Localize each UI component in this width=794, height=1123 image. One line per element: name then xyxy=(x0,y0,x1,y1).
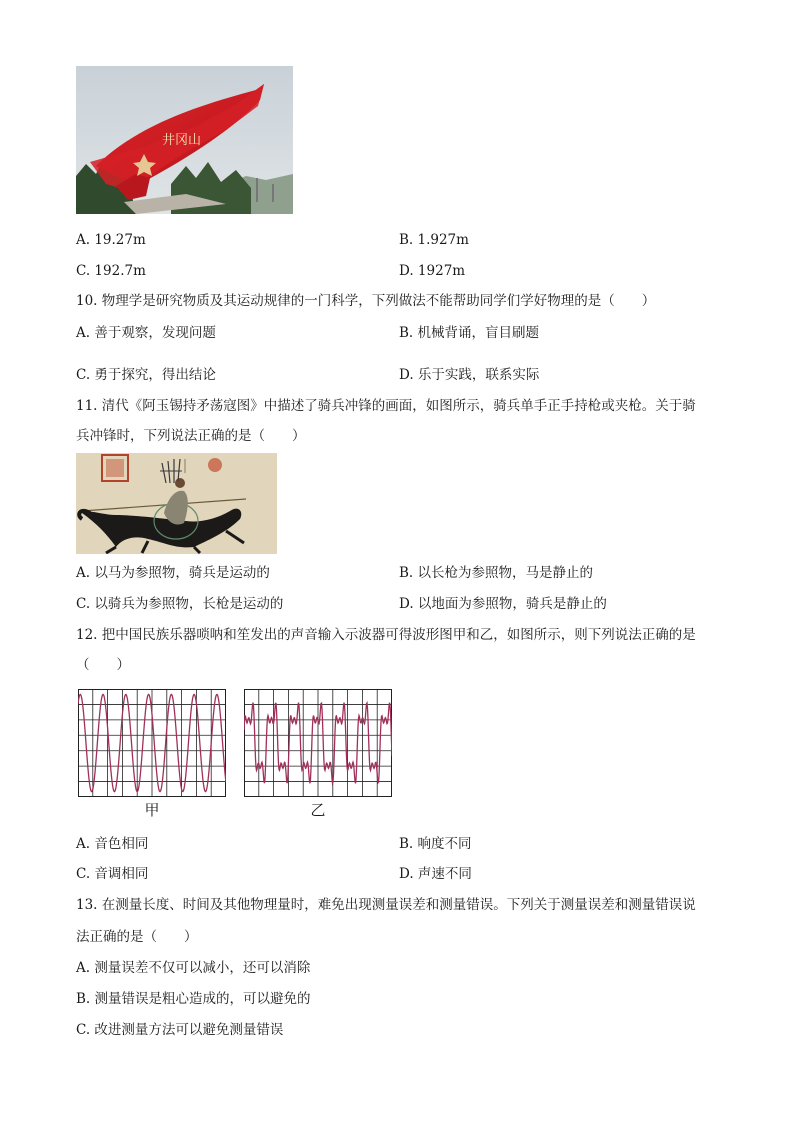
q12-option-a[interactable]: A. 音色相同 xyxy=(76,836,149,852)
q10-option-d[interactable]: D. 乐于实践，联系实际 xyxy=(399,367,540,383)
q10-option-c[interactable]: C. 勇于探究，得出结论 xyxy=(76,367,216,383)
q11-option-a[interactable]: A. 以马为参照物，骑兵是运动的 xyxy=(76,565,270,581)
waveform-label-jia: 甲 xyxy=(144,801,160,819)
q13-stem-line1: 13. 在测量长度、时间及其他物理量时，难免出现测量误差和测量错误。下列关于测量误差和测量错误说 xyxy=(76,897,696,913)
monument-inscription: 井冈山 xyxy=(162,133,202,148)
waveform-jia xyxy=(78,689,226,801)
q10-option-a[interactable]: A. 善于观察，发现问题 xyxy=(76,325,216,341)
q11-option-c[interactable]: C. 以骑兵为参照物，长枪是运动的 xyxy=(76,596,284,612)
q13-stem-line2: 法正确的是（ ） xyxy=(76,929,198,945)
q12-option-b[interactable]: B. 响度不同 xyxy=(399,836,472,852)
monument-photo xyxy=(76,66,293,214)
q13-option-a[interactable]: A. 测量误差不仅可以减小，还可以消除 xyxy=(76,960,311,976)
cavalry-painting xyxy=(76,453,277,554)
q12-stem-line1: 12. 把中国民族乐器唢呐和笙发出的声音输入示波器可得波形图甲和乙，如图所示，则下列说法正确的是 xyxy=(76,627,696,643)
q12-option-c[interactable]: C. 音调相同 xyxy=(76,866,149,882)
cavalry-painting-svg xyxy=(76,453,277,554)
waveform-jia-svg xyxy=(78,689,226,797)
q10-option-b[interactable]: B. 机械背诵，盲目刷题 xyxy=(399,325,540,341)
waveform-yi xyxy=(244,689,392,801)
q11-stem-line2: 兵冲锋时，下列说法正确的是（ ） xyxy=(76,428,306,444)
waveform-label-yi: 乙 xyxy=(310,801,326,819)
monument-photo-svg xyxy=(76,66,293,214)
q11-option-d[interactable]: D. 以地面为参照物，骑兵是静止的 xyxy=(399,596,607,612)
q10-stem: 10. 物理学是研究物质及其运动规律的一门科学，下列做法不能帮助同学们学好物理的是（ ） xyxy=(76,293,656,309)
q9-option-d[interactable]: D. 1927m xyxy=(399,263,466,279)
q11-option-b[interactable]: B. 以长枪为参照物，马是静止的 xyxy=(399,565,594,581)
waveform-yi-svg xyxy=(244,689,392,797)
q11-stem-line1: 11. 清代《阿玉锡持矛荡寇图》中描述了骑兵冲锋的画面，如图所示，骑兵单手正手持枪或夹枪。关于骑 xyxy=(76,398,696,414)
q13-option-c[interactable]: C. 改进测量方法可以避免测量错误 xyxy=(76,1022,284,1038)
q9-option-b[interactable]: B. 1.927m xyxy=(399,232,469,248)
q12-stem-line2: （ ） xyxy=(76,657,130,673)
q9-option-c[interactable]: C. 192.7m xyxy=(76,263,146,279)
q13-option-b[interactable]: B. 测量错误是粗心造成的，可以避免的 xyxy=(76,991,311,1007)
q9-option-a[interactable]: A. 19.27m xyxy=(76,232,146,248)
q12-option-d[interactable]: D. 声速不同 xyxy=(399,866,472,882)
